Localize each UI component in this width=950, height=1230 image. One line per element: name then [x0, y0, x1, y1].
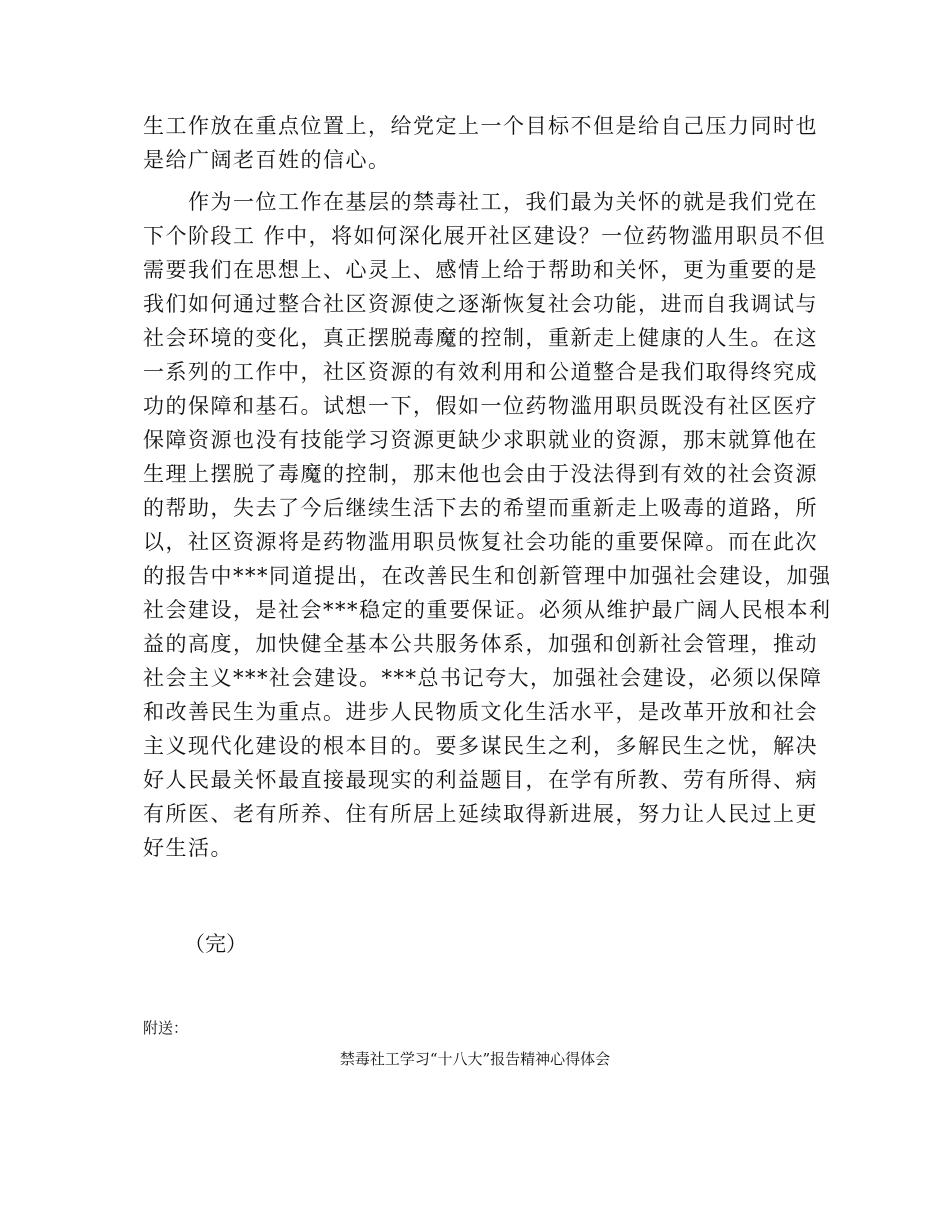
text-line: 的帮助，失去了今后继续生活下去的希望而重新走上吸毒的道路，所: [143, 496, 818, 520]
text-line: 和改善民生为重点。进步人民物质文化生活水平，是改革开放和社会: [143, 700, 818, 724]
text-line: 一系列的工作中，社区资源的有效利用和公道整合是我们取得终究成: [143, 360, 818, 384]
text-line: 社会主义***社会建设。***总书记夸大，加强社会建设，必须以保障: [143, 666, 823, 690]
text-line: 我们如何通过整合社区资源使之逐渐恢复社会功能，进而自我调试与: [143, 292, 818, 316]
text-line: 需要我们在思想上、心灵上、感情上给于帮助和关怀，更为重要的是: [143, 258, 818, 282]
text-line: 以，社区资源将是药物滥用职员恢复社会功能的重要保障。而在此次: [143, 530, 818, 554]
text-line: 是给广阔老百姓的信心。: [143, 148, 391, 172]
text-line: 社会环境的变化，真正摆脱毒魔的控制，重新走上健康的人生。在这: [143, 326, 818, 350]
appendix-label: 附送：: [143, 1019, 189, 1037]
text-line: 社会建设，是社会***稳定的重要保证。必须从维护最广阔人民根本利: [143, 598, 832, 622]
appendix-title: 禁毒社工学习“十八大”报告精神心得体会: [339, 1050, 611, 1068]
text-line: 好人民最关怀最直接最现实的利益题目，在学有所教、劳有所得、病: [143, 768, 818, 792]
text-line: 的报告中***同道提出，在改善民生和创新管理中加强社会建设，加强: [143, 564, 832, 588]
text-line: 有所医、老有所养、住有所居上延续取得新进展，努力让人民过上更: [143, 802, 818, 826]
text-line: 功的保障和基石。试想一下，假如一位药物滥用职员既没有社区医疗: [143, 394, 818, 418]
paragraph-first-line: 作为一位工作在基层的禁毒社工，我们最为关怀的就是我们党在: [188, 190, 818, 214]
text-line: 好生活。: [143, 836, 233, 860]
text-line: 主义现代化建设的根本目的。要多谋民生之利，多解民生之忧，解决: [143, 734, 818, 758]
text-line: 下个阶段工 作中，将如何深化展开社区建设？一位药物滥用职员不但: [143, 224, 827, 248]
text-line: 生理上摆脱了毒魔的控制，那末他也会由于没法得到有效的社会资源: [143, 462, 818, 486]
end-mark: （完）: [184, 932, 247, 956]
text-line: 生工作放在重点位置上，给党定上一个目标不但是给自己压力同时也: [143, 114, 818, 138]
text-line: 益的高度，加快健全基本公共服务体系，加强和创新社会管理，推动: [143, 632, 818, 656]
text-line: 保障资源也没有技能学习资源更缺少求职就业的资源，那末就算他在: [143, 428, 818, 452]
